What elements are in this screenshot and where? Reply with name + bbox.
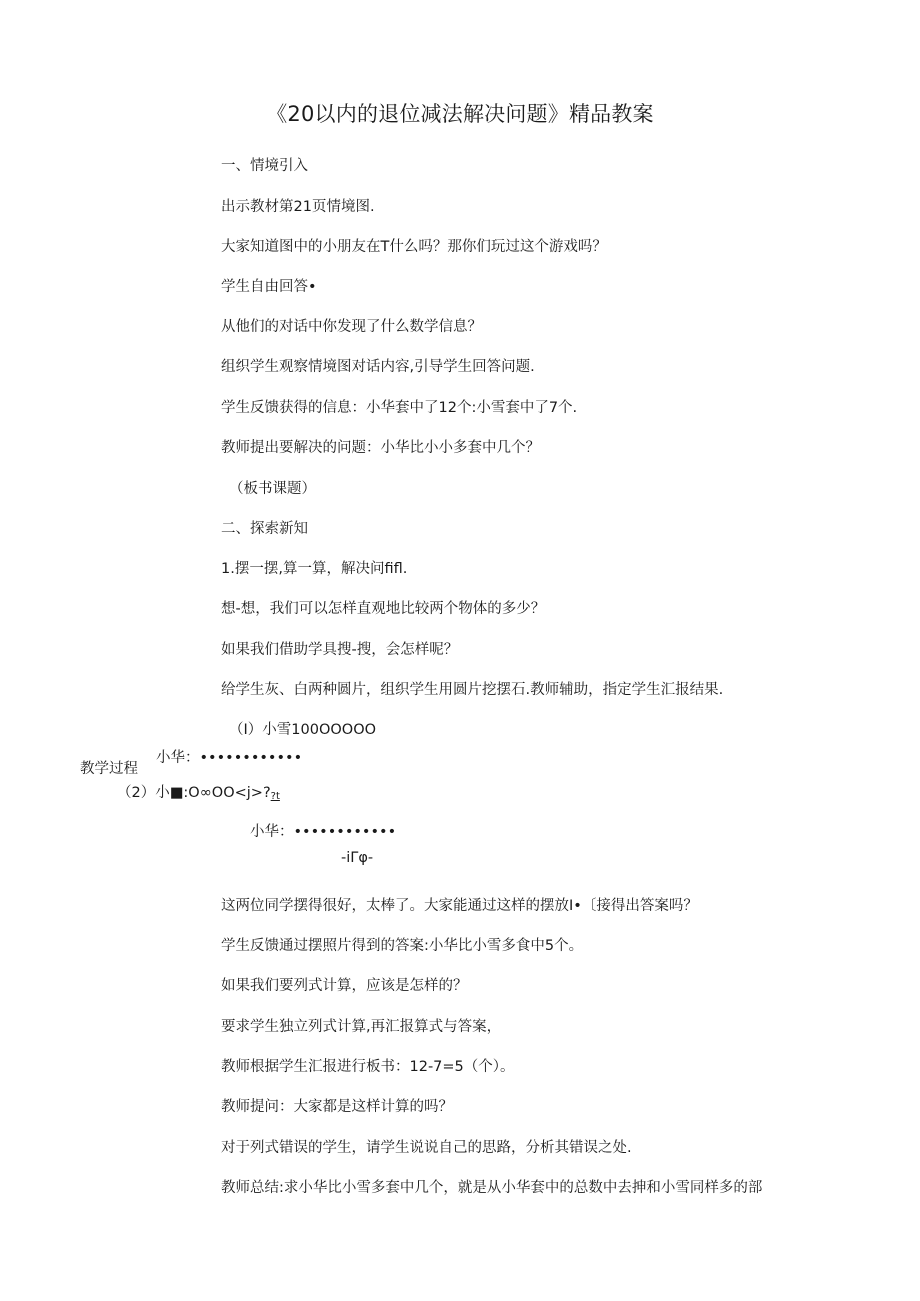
- paragraph: 1.摆一摆,算一算，解决问fifl.: [221, 561, 408, 577]
- document-title: 《20以内的退位减法解决问题》精品教案: [266, 102, 654, 126]
- paragraph: 学生反馈获得的信息：小华套中了12个:小雪套中了7个.: [221, 400, 578, 416]
- paragraph: 从他们的对话中你发现了什么数学信息？: [221, 319, 482, 335]
- side-label: 教学过程: [80, 761, 138, 777]
- paragraph: 如果我们借助学具搜-搜，会怎样呢？: [221, 642, 459, 658]
- paragraph: -iΓφ-: [341, 850, 374, 866]
- paragraph: 教师根据学生汇报进行板书：12-7=5（个）。: [221, 1059, 515, 1075]
- paragraph: 给学生灰、白两种圆片，组织学生用圆片挖摆石.教师辅助，指定学生汇报结果.: [221, 682, 724, 698]
- paragraph: 这两位同学摆得很好，太棒了。大家能通过这样的摆放I•〔接得出答案吗？: [221, 898, 698, 914]
- paragraph: 教师提问：大家都是这样计算的吗？: [221, 1099, 453, 1115]
- section-heading-explore: 二、探索新知: [221, 521, 308, 537]
- paragraph: （I）小雪100OOOOO: [229, 722, 377, 738]
- paragraph: （板书课题）: [229, 481, 316, 497]
- section-heading-intro: 一、情境引入: [221, 158, 308, 174]
- paragraph: 想-想，我们可以怎样直观地比较两个物体的多少？: [221, 601, 546, 617]
- paragraph: 要求学生独立列式计算,再汇报算式与答案，: [221, 1019, 502, 1035]
- paragraph: 教师总结:求小华比小雪多套中几个，就是从小华套中的总数中去抻和小雪同样多的部: [221, 1180, 763, 1196]
- paragraph: 学生自由回答•: [221, 279, 317, 295]
- paragraph: 大家知道图中的小朋友在T什么吗？那你们玩过这个游戏吗？: [221, 239, 607, 255]
- paragraph: 教师提出要解决的问题：小华比小小多套中几个？: [221, 440, 540, 456]
- paragraph: 组织学生观察情境图对话内容,引导学生回答问题.: [221, 359, 535, 375]
- paragraph: （2）小■:O∞OO<j>??t: [117, 785, 280, 802]
- paragraph: 对于列式错误的学生，请学生说说自己的思路，分析其错误之处.: [221, 1140, 632, 1156]
- paragraph: 如果我们要列式计算，应该是怎样的？: [221, 978, 468, 994]
- paragraph: 出示教材第21页情境图.: [221, 199, 375, 215]
- paragraph: 学生反馈通过摆照片得到的答案:小华比小雪多食中5个。: [221, 938, 584, 954]
- paragraph: 小华：••••••••••••: [156, 750, 303, 766]
- paragraph: 小华：••••••••••••: [250, 824, 397, 840]
